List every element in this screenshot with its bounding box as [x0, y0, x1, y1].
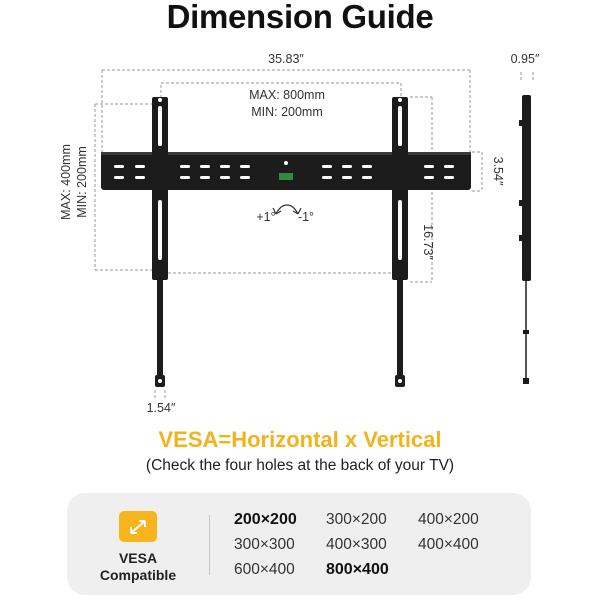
badge-label-vesa: VESA — [118, 550, 158, 566]
arm-height-label: 16.73″ — [421, 224, 435, 260]
page-title: Dimension Guide — [166, 0, 434, 35]
tilt-down-label: -1° — [297, 210, 315, 224]
vesa-size: 400×300 — [326, 536, 387, 553]
left-arm — [152, 97, 168, 387]
arm-width-dimension — [155, 390, 165, 398]
depth-label: 0.95″ — [510, 52, 540, 66]
vesa-size: 400×400 — [418, 536, 479, 553]
vesa-headline: VESA=Horizontal x Vertical — [158, 427, 442, 452]
vesa-size: 200×200 — [234, 511, 297, 528]
level-indicator — [279, 173, 293, 180]
vesa-compatibility-panel — [67, 493, 531, 595]
diagonal-arrow-icon — [119, 511, 157, 542]
badge-label-compatible: Compatible — [99, 567, 177, 583]
width-label: 35.83″ — [268, 52, 304, 66]
arm-width-label: 1.54″ — [146, 401, 176, 415]
tilt-arrows-icon — [273, 205, 301, 214]
rail-height-label: 3.54″ — [491, 156, 505, 186]
vertical-min-label: MIN: 200mm — [75, 146, 89, 218]
vesa-size: 300×300 — [234, 536, 295, 553]
tilt-up-label: +1° — [256, 210, 276, 224]
horizontal-max-label: MAX: 800mm — [249, 88, 325, 102]
vesa-size: 400×200 — [418, 511, 479, 528]
vesa-subline: (Check the four holes at the back of your TV) — [145, 457, 455, 474]
side-view — [519, 72, 533, 384]
right-arm — [392, 97, 408, 387]
vesa-size: 800×400 — [326, 561, 389, 578]
horizontal-min-label: MIN: 200mm — [251, 105, 323, 119]
panel-divider — [209, 515, 210, 575]
vertical-max-label: MAX: 400mm — [59, 144, 73, 220]
vesa-size-list — [234, 511, 524, 579]
vesa-size: 300×200 — [326, 511, 387, 528]
vesa-size: 600×400 — [234, 561, 295, 578]
